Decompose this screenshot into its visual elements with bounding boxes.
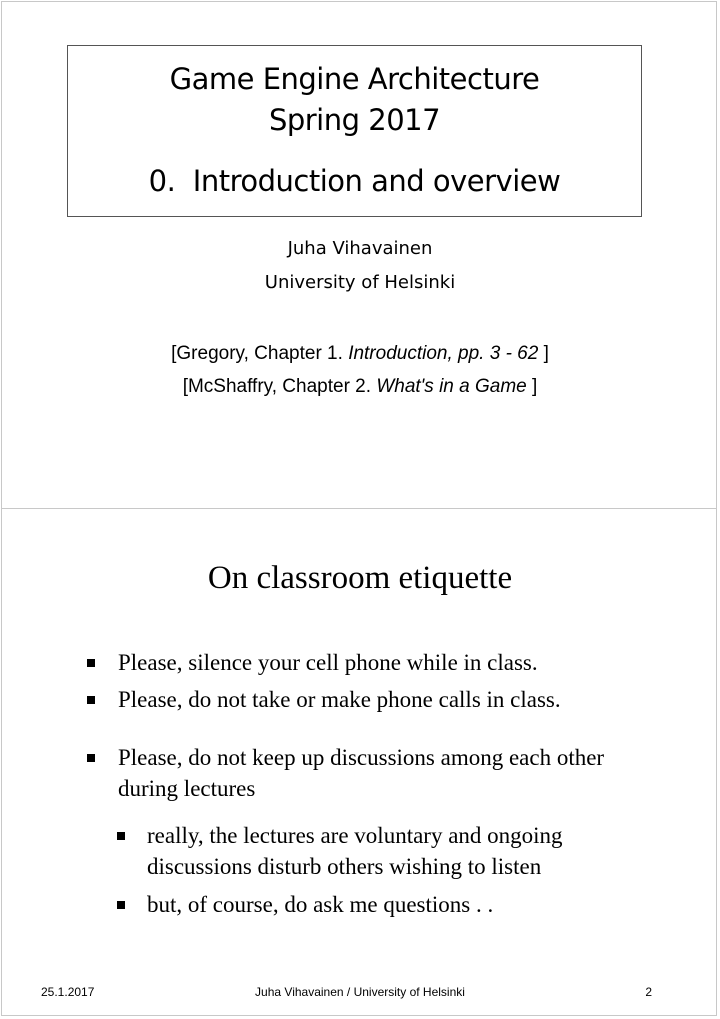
ref2-suffix: ]: [526, 376, 538, 397]
bullet-text: Please, do not take or make phone calls in class.: [118, 687, 561, 712]
title-box: [67, 45, 642, 217]
square-bullet-icon: [87, 754, 95, 762]
sub-bullet-text: but, of course, do ask me questions . .: [147, 892, 494, 917]
sub-bullet-item: [147, 820, 667, 882]
footer-author: Juha Vihavainen / University of Helsinki: [255, 985, 465, 999]
author-university: University of Helsinki: [264, 272, 456, 293]
bullet-item: [118, 684, 678, 715]
bullet-item: [118, 742, 658, 804]
ref1-italic: Introduction, pp. 3 - 62: [348, 343, 539, 364]
course-title: Game Engine Architecture: [169, 62, 540, 96]
ref1-suffix: ]: [538, 343, 549, 364]
reference-mcshaffry: [0, 376, 720, 398]
slide-title: On classroom etiquette: [207, 560, 513, 596]
course-term: Spring 2017: [268, 103, 441, 137]
square-bullet-icon: [87, 659, 95, 667]
slide-divider: [1, 508, 717, 509]
bullet-item: [118, 647, 678, 678]
bullet-text: Please, do not keep up discussions among each other during lectures: [118, 745, 605, 801]
author-name: Juha Vihavainen: [287, 238, 433, 259]
lecture-title: 0. Introduction and overview: [148, 164, 561, 198]
ref2-italic: What's in a Game: [376, 376, 527, 397]
sub-bullet-item: [147, 889, 667, 920]
square-bullet-icon: [117, 901, 125, 909]
square-bullet-icon: [117, 832, 125, 840]
footer-date: 25.1.2017: [41, 985, 95, 999]
ref1-prefix: [Gregory, Chapter 1.: [171, 343, 349, 364]
square-bullet-icon: [87, 696, 95, 704]
bullet-text: Please, silence your cell phone while in class.: [118, 650, 538, 675]
ref2-prefix: [McShaffry, Chapter 2.: [182, 376, 377, 397]
page-number: 2: [645, 985, 652, 999]
reference-gregory: [0, 343, 720, 365]
sub-bullet-text: really, the lectures are voluntary and ongoing discussions disturb others wishing to listen: [147, 823, 563, 879]
